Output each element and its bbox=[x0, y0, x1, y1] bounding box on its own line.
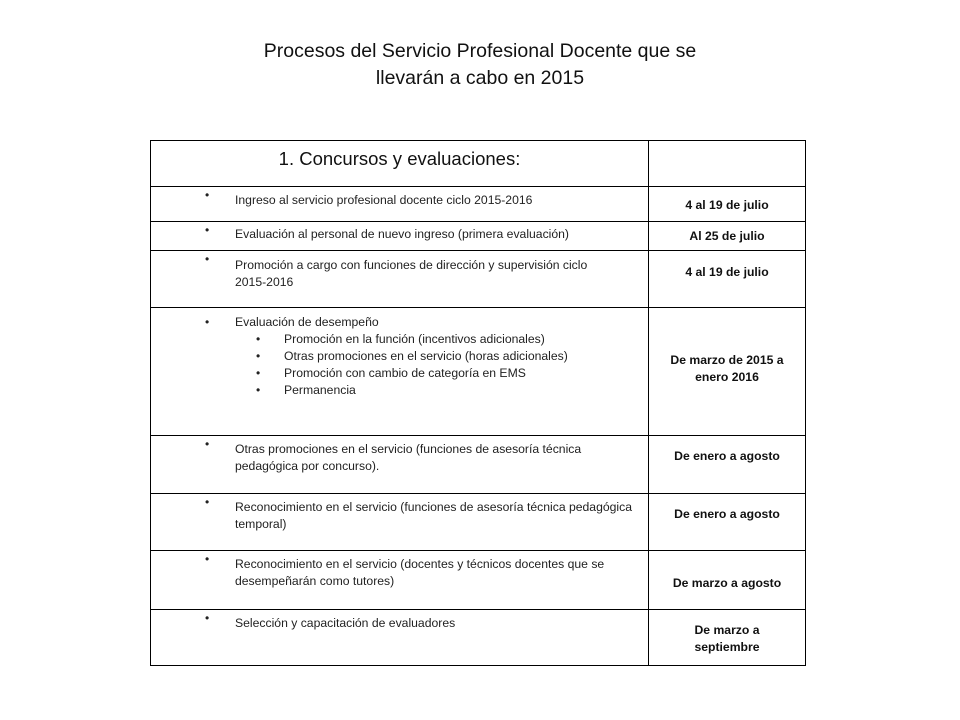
description-cell bbox=[151, 551, 649, 610]
description-cell bbox=[151, 308, 649, 436]
title-line-2: llevarán a cabo en 2015 bbox=[375, 67, 585, 89]
date-cell bbox=[649, 551, 806, 610]
date-cell bbox=[649, 436, 806, 494]
date-text: De enero a agosto bbox=[674, 507, 780, 521]
date-text: De enero a agosto bbox=[674, 449, 780, 463]
table-row bbox=[151, 436, 806, 494]
date-text: De marzo de 2015 a enero 2016 bbox=[670, 353, 784, 384]
description-cell bbox=[151, 187, 649, 222]
table-row bbox=[151, 222, 806, 251]
process-table bbox=[150, 140, 806, 666]
date-text: 4 al 19 de julio bbox=[685, 265, 769, 279]
date-text: De marzo a septiembre bbox=[694, 623, 760, 654]
date-cell bbox=[649, 610, 806, 666]
sub-item: • Otras promociones en el servicio (horas adicionales) bbox=[151, 348, 640, 365]
table-header-row bbox=[151, 141, 806, 187]
process-item: • Reconocimiento en el servicio (funciones de asesoría técnica pedagógica temporal) bbox=[151, 494, 648, 539]
description-cell bbox=[151, 222, 649, 251]
sub-item: • Permanencia bbox=[151, 382, 640, 399]
table-row bbox=[151, 494, 806, 551]
description-cell bbox=[151, 436, 649, 494]
table-row bbox=[151, 251, 806, 308]
table-header-empty-cell bbox=[649, 141, 806, 187]
process-item: • Reconocimiento en el servicio (docentes y técnicos docentes que se desempeñarán como tutores) bbox=[151, 551, 648, 596]
date-cell bbox=[649, 308, 806, 436]
process-item: • Ingreso al servicio profesional docente ciclo 2015-2016 bbox=[151, 187, 648, 215]
date-cell bbox=[649, 251, 806, 308]
date-text: Al 25 de julio bbox=[689, 229, 765, 243]
sub-item: • Promoción en la función (incentivos adicionales) bbox=[151, 331, 640, 348]
description-cell bbox=[151, 251, 649, 308]
table-header-title: 1. Concursos y evaluaciones: bbox=[278, 148, 521, 169]
date-cell bbox=[649, 494, 806, 551]
table-row bbox=[151, 610, 806, 666]
process-item: • Evaluación de desempeño bbox=[151, 314, 640, 331]
process-item: • Selección y capacitación de evaluadores bbox=[151, 610, 648, 638]
page-title bbox=[0, 38, 960, 92]
table-row bbox=[151, 308, 806, 436]
sub-item: • Promoción con cambio de categoría en EMS bbox=[151, 365, 640, 382]
process-item: • Evaluación al personal de nuevo ingreso (primera evaluación) bbox=[151, 222, 648, 249]
date-cell bbox=[649, 222, 806, 251]
date-text: 4 al 19 de julio bbox=[685, 198, 769, 212]
process-item: • Otras promociones en el servicio (funciones de asesoría técnica pedagógica por concurso). bbox=[151, 436, 648, 481]
date-cell bbox=[649, 187, 806, 222]
table-row bbox=[151, 187, 806, 222]
description-cell bbox=[151, 610, 649, 666]
title-line-1: Procesos del Servicio Profesional Docente que se bbox=[263, 40, 697, 62]
process-item: • Promoción a cargo con funciones de dirección y supervisión ciclo 2015-2016 bbox=[151, 251, 648, 297]
table-row bbox=[151, 551, 806, 610]
description-cell bbox=[151, 494, 649, 551]
date-text: De marzo a agosto bbox=[672, 576, 782, 590]
table-header-cell bbox=[151, 141, 649, 187]
